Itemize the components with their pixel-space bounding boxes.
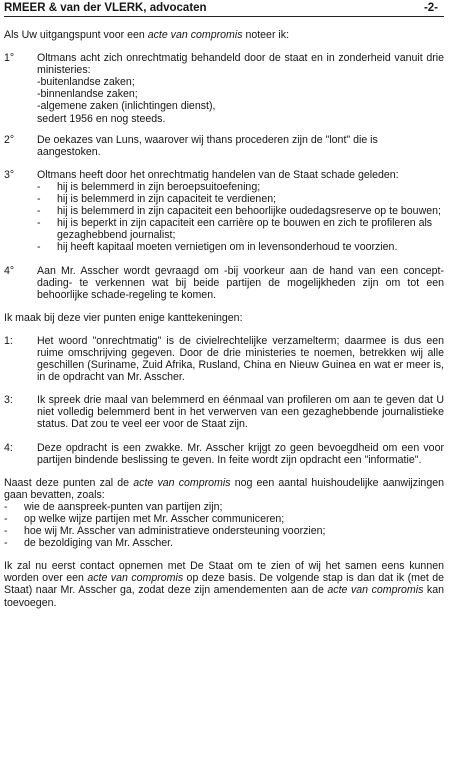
point-3 [4, 169, 444, 254]
point-text: Oltmans acht zich onrechtmatig behandeld door de staat en in zonderheid vanuit drie ministeries: [37, 52, 444, 77]
bullet-dash: - [37, 180, 41, 193]
remarks-intro: Ik maak bij deze vier punten enige kanttekeningen: [4, 311, 243, 324]
remark-number: 1: [4, 334, 13, 347]
term-acte-van-compromis: acte van compromis [133, 476, 231, 489]
bullet-dash: - [4, 537, 8, 550]
term-acte-van-compromis: acte van compromis [327, 584, 424, 597]
bullet-dash: - [37, 241, 41, 254]
bullet-dash: - [4, 513, 8, 525]
closing-section [4, 477, 444, 550]
point-number: 2° [4, 133, 15, 146]
point-1 [4, 52, 444, 125]
point-text: Aan Mr. Asscher wordt gevraagd om -bij voorkeur aan de hand van een concept-dading- te verkennen wat bij beide partijen de mogelijkheden zijn om tot een behoorlijke schade-regeling te komen. [37, 264, 444, 301]
bullet-item: - de bezoldiging van Mr. Asscher. [4, 537, 173, 550]
remark-number: 4: [4, 441, 13, 454]
remark-3 [4, 394, 444, 430]
bullet-item: - hoe wij Mr. Asscher van administratieve ondersteuning voorzien; [4, 525, 326, 538]
bullet-item: - op welke wijze partijen met Mr. Asscher communiceren; [4, 513, 285, 525]
bullet-item: - hij is belemmerd in zijn capaciteit een behoorlijke oudedagsreserve op te bouwen; [37, 205, 441, 218]
letterhead [4, 2, 444, 17]
ministry-line: -binnenlandse zaken; [37, 88, 138, 101]
bullet-item: - wie de aanspreek-punten van partijen zijn; [4, 500, 223, 513]
point-2 [4, 134, 444, 158]
remark-text: Het woord "onrechtmatig" is de civielrechtelijke verzamelterm; daarmee is dus een ruime omschrijving gegeven. Door de drie ministeries te noemen, betrekken wij alle geschillen (Suriname, Zuid Afrika, Rusland, China en Nieuw Guinea en wat er meer is, in de opdracht van Mr. Asscher. [37, 334, 444, 384]
point-number: 1° [4, 52, 15, 65]
bullet-item: - hij is belemmerd in zijn beroepsuitoefening; [37, 180, 261, 193]
remark-4 [4, 442, 444, 466]
ministry-line: -buitenlandse zaken; [37, 76, 135, 89]
remark-number: 3: [4, 394, 13, 407]
bullet-dash: - [4, 525, 8, 538]
point-number: 3° [4, 168, 15, 181]
point-text: Oltmans heeft door het onrechtmatig handelen van de Staat schade geleden: [37, 168, 399, 181]
page-number: -2- [423, 2, 438, 14]
intro-paragraph: Als Uw uitgangspunt voor een acte van compromis noteer ik: [4, 29, 290, 41]
remark-text: Ik spreek drie maal van belemmerd en éénmaal van profileren om aan te geven dat U niet volledig belemmerd bent in het verwerven van een gezaghebbende journalistieke status. Dat zou te veel eer voor de Staat zijn. [37, 394, 444, 431]
bullet-item: - hij is belemmerd in zijn capaciteit te verdienen; [37, 193, 277, 206]
remark-text: Deze opdracht is een zwakke. Mr. Asscher krijgt zo geen bevoegdheid om een voor partijen bindende beslissing te geven. In feite wordt zijn opdracht een "informatie". [37, 441, 444, 466]
bullet-dash: - [4, 500, 8, 513]
ministry-line: -algemene zaken (inlichtingen dienst), [37, 100, 216, 113]
remark-1 [4, 335, 444, 383]
point-number: 4° [4, 264, 15, 277]
final-paragraph: Ik zal nu eerst contact opnemen met De Staat om te zien of wij het samen eens kunnen worden over een acte van compromis op deze basis. De volgende stap is dan dat ik (met de Staat) naar Mr. Asscher ga, zodat deze zijn amendementen aan de acte van compromis kan toevoegen. [4, 560, 445, 609]
term-acte-van-compromis: acte van compromis [87, 572, 184, 585]
point-4 [4, 265, 444, 301]
firm-name: RMEER & van der VLERK, advocaten [4, 2, 207, 14]
bullet-item: - hij is beperkt in zijn capaciteit een carrière op te bouwen en zich te profileren als gezaghebbend journalist; [37, 217, 433, 242]
closing-paragraph: Naast deze punten zal de acte van compromis nog een aantal huishoudelijke aanwijzingen gaan bevatten, zoals: [4, 476, 444, 501]
bullet-dash: - [37, 193, 41, 206]
point-text: De oekazes van Luns, waarover wij thans procederen zijn de "lont" die is aangestoken. [37, 133, 378, 158]
bullet-item: - hij heeft kapitaal moeten vernietigen om in levensonderhoud te voorzien. [37, 241, 398, 254]
ministry-line: sedert 1956 en nog steeds. [37, 112, 166, 125]
term-acte-van-compromis: acte van compromis [147, 29, 243, 41]
bullet-dash: - [37, 217, 41, 230]
bullet-dash: - [37, 205, 41, 218]
